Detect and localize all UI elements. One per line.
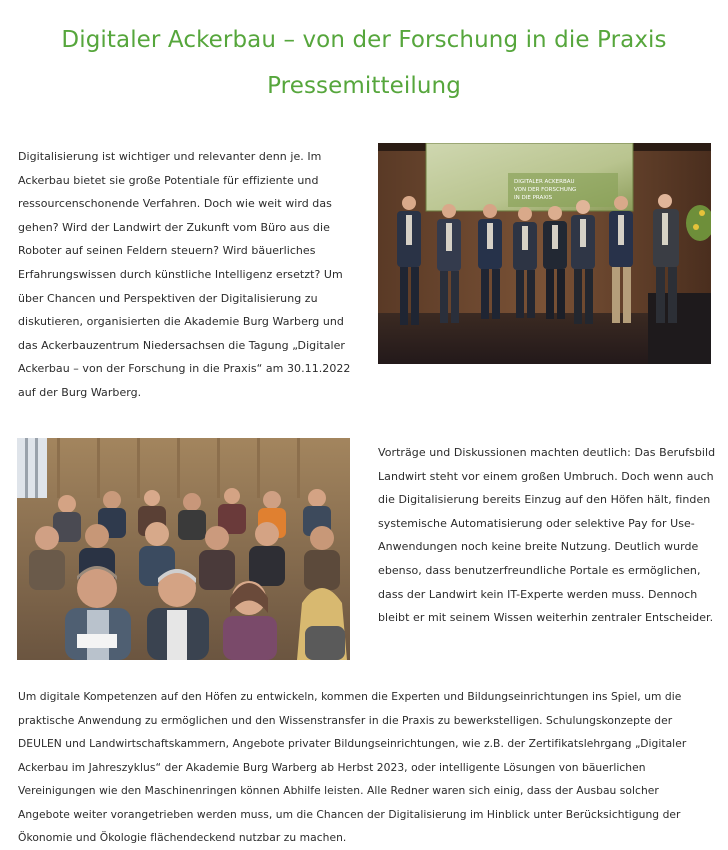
page-title: Digitaler Ackerbau – von der Forschung in die Praxis [61, 27, 667, 53]
slide-line-1: DIGITALER ACKERBAU [514, 179, 575, 185]
slide-line-3: IN DIE PRAXIS [514, 195, 553, 201]
intro-paragraph: Digitalisierung ist wichtiger und relevanter denn je. Im Ackerbau bietet sie große Potentiale für effiziente und ressourcenschonende Verfahren. Doch wie weit wird das gehen? Wird der Landwirt der Zukunft vom Büro aus die Roboter auf seinen Feldern steuern? Wird bäuerliches Erfahrungswissen durch künstliche Intelligenz ersetzt? Um über Chancen und Perspektiven der Digitalisierung zu diskutieren, organisierten die Akademie Burg Warberg und das Ackerbauzentrum Niedersachsen die Tagung „Digitaler Ackerbau – von der Forschung in die Praxis“ am 30.11.2022 auf der Burg Warberg. [18, 150, 351, 399]
discussion-paragraph: Vorträge und Diskussionen machten deutlich: Das Berufsbild Landwirt steht vor einem großen Umbruch. Doch wenn auch die Digitalisierung bereits Einzug auf den Höfen hält, finden systemische Automatisierung oder selektive Pay for Use-Anwendungen noch keine breite Nutzung. Deutlich wurde ebenso, dass benutzerfreundliche Portale es ermöglichen, dass der Landwirt kein IT-Experte werden muss. Dennoch bleibt er mit seinem Wissen weiterhin zentraler Entscheider. [378, 446, 716, 625]
page-subtitle: Pressemitteilung [267, 73, 461, 99]
conclusion-paragraph: Um digitale Kompetenzen auf den Höfen zu entwickeln, kommen die Experten und Bildungseinrichtungen ins Spiel, um die praktische Anwendung zu ermöglichen und den Wissenstransfer in die Praxis zu bewerkstelligen. Schulungskonzepte der DEULEN und Landwirtschaftskammern, Angebote privater Bildungseinrichtungen, wie z.B. der Zertifikatslehrgang „Digitaler Ackerbau im Jahreszyklus“ der Akademie Burg Warberg ab Herbst 2023, oder intelligente Lösungen von bäuerlichen Vereinigungen wie den Maschinenringen können Abhilfe leisten. Alle Redner waren sich einig, dass der Ausbau solcher Angebote weiter vorangetrieben werden muss, um die Chancen der Digitalisierung im Hinblick unter Berücksichtigung der Ökonomie und Ökologie flächendeckend nutzbar zu machen. [18, 690, 687, 844]
speakers-group-photo [378, 143, 711, 364]
audience-photo [17, 438, 350, 660]
slide-line-2: VON DER FORSCHUNG [514, 187, 577, 193]
